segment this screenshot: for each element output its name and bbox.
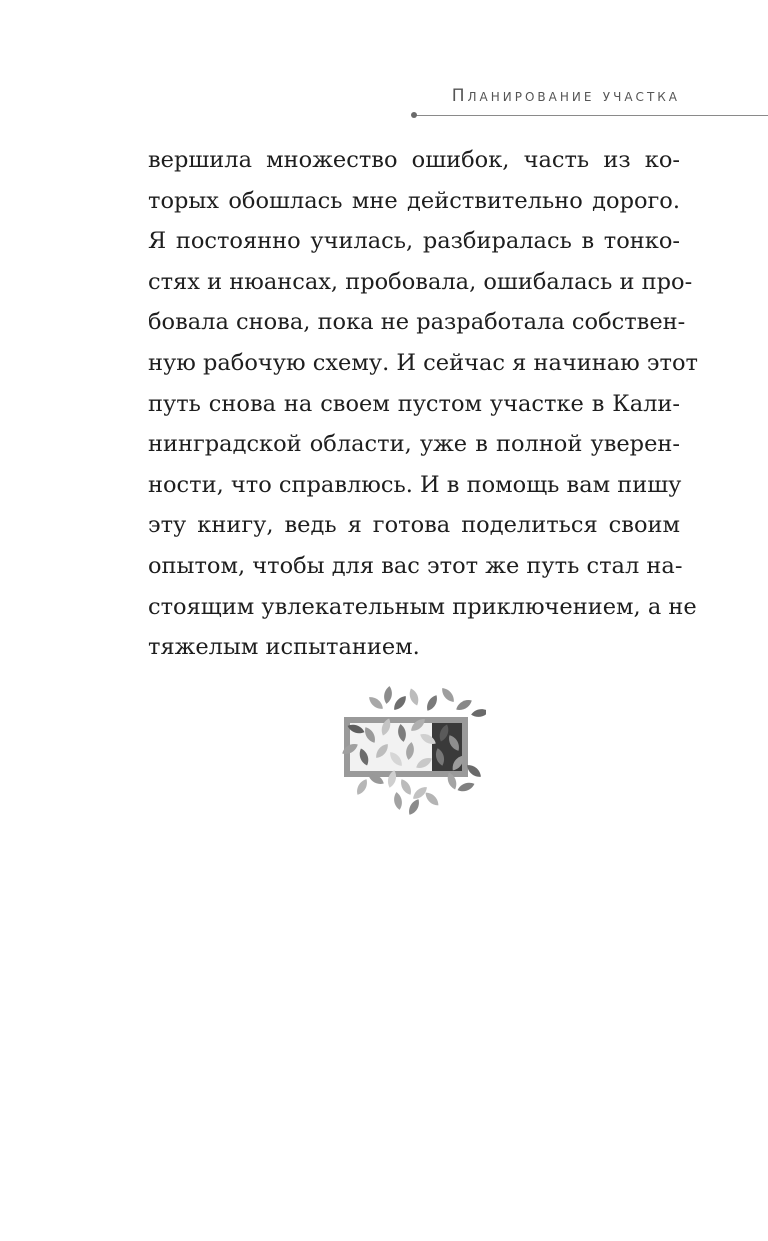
running-header: Планирование участка xyxy=(451,86,680,106)
text-line: путь снова на своем пустом участке в Кали- xyxy=(148,390,680,417)
text-line: нинградской области, уже в полной уверен- xyxy=(148,431,680,458)
leafy-frame-ornament-icon xyxy=(336,683,486,815)
text-line: бовала снова, пока не разработала собствен- xyxy=(148,309,686,336)
text-line: стях и нюансах, пробовала, ошибалась и про- xyxy=(148,268,693,295)
text-line: стоящим увлекательным приключением, а не xyxy=(148,593,697,620)
text-line: опытом, чтобы для вас этот же путь стал на- xyxy=(148,552,683,579)
text-line: Я постоянно училась, разбиралась в тонко- xyxy=(148,228,680,255)
body-text xyxy=(148,140,698,668)
text-line: вершила множество ошибок, часть из ко- xyxy=(148,147,680,173)
text-line: торых обошлась мне действительно дорого. xyxy=(148,187,680,214)
text-line: ности, что справлюсь. И в помощь вам пишу xyxy=(148,471,682,498)
header-rule xyxy=(414,115,768,116)
text-line: эту книгу, ведь я готова поделиться своим xyxy=(148,512,680,539)
header-rule-dot xyxy=(411,112,417,118)
text-line: ную рабочую схему. И сейчас я начинаю этот xyxy=(148,349,698,376)
text-line-last: тяжелым испытанием. xyxy=(148,634,420,661)
